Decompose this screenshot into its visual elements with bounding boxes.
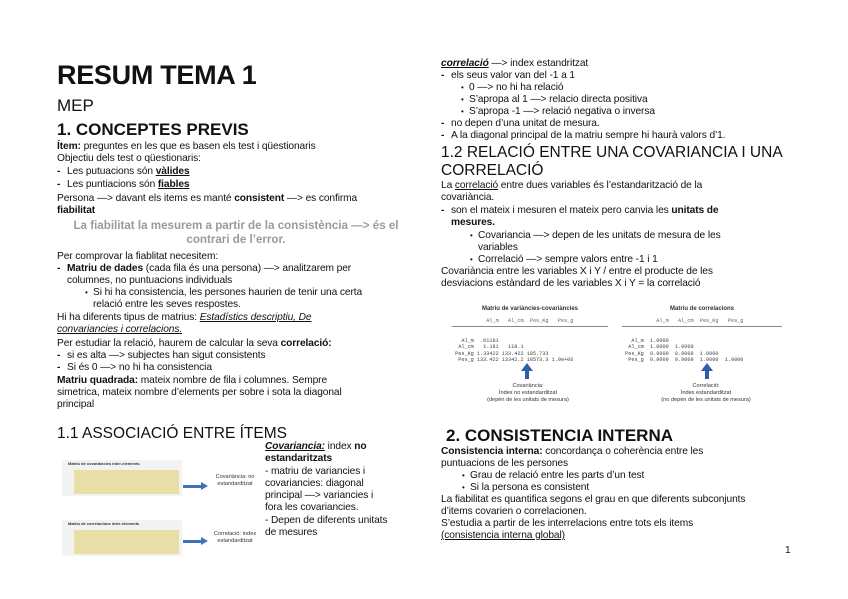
fig2-title: Matriu de correlacions bbox=[669, 306, 735, 312]
fiables-word: fiables bbox=[157, 179, 190, 190]
fiabilitat-word: fiabilitat bbox=[57, 205, 96, 216]
matrix-row: Pes_g 0.9009 0.9009 1.0000 1.0000 bbox=[622, 356, 744, 363]
cov-l2: covariancies: diagonal bbox=[265, 478, 364, 489]
p5: Covariància entre les variables X i Y / entre el producte de les bbox=[441, 266, 713, 277]
tipus-link[interactable]: Estadístics descriptiu, De bbox=[199, 312, 312, 323]
r4: • S’apropa -1 —> relació negativa o inversa bbox=[469, 106, 655, 118]
r3: • S’apropa al 1 —> relacio directa positiva bbox=[469, 94, 648, 106]
caption-cov: Covariància: Índex no estandarditzat (depèn de les unitats de mesura) bbox=[487, 383, 569, 403]
ci-def-2: puntuacions de les persones bbox=[441, 458, 568, 469]
p4: • Correlació —> sempre valors entre -1 i 1 bbox=[478, 254, 658, 266]
fig1-title: Matriu de variàncies-covariàncies bbox=[481, 306, 579, 312]
fig2-header-row: Al_m Al_cm Pes_Kg Pes_g bbox=[622, 318, 744, 324]
p2-b2: mesures. bbox=[451, 217, 495, 228]
arrow-cov bbox=[183, 485, 203, 488]
p1-2: covariància. bbox=[441, 192, 495, 203]
figure-correlation-mini bbox=[62, 520, 182, 556]
fig1-rows bbox=[452, 338, 573, 363]
quadrada-line2: simetrica, mateix nombre d’elements per sobre i sota la diagonal bbox=[57, 387, 342, 398]
sub-bullet-consist: • Si hi ha consistencia, les persones haurien de tenir una certa bbox=[93, 287, 362, 299]
cor-cells bbox=[74, 530, 179, 554]
quote-fiabilitat: La fiabilitat la mesurem a partir de la consistència —> és el contrari de l’error. bbox=[73, 219, 399, 246]
persona-text: Persona —> davant els items es manté consistent —> es confirma bbox=[57, 193, 358, 204]
cov-l1: - matriu de variancies i bbox=[265, 466, 366, 477]
p1: La correlació entre dues variables és l’estandarització de la bbox=[441, 180, 703, 191]
matrix-row: Al_cm 1.0000 1.0000 bbox=[622, 344, 744, 351]
matrix-row: Al_cm 1.181 118.1 bbox=[452, 344, 574, 351]
cov-l5: - Depen de diferents unitats bbox=[265, 515, 388, 526]
valides-word: vàlides bbox=[155, 166, 190, 177]
bullet-valides: - Les putuacions són vàlides bbox=[67, 166, 190, 178]
matrix-row: Pes_Kg 1.33422 133.422 185.733 bbox=[452, 350, 574, 357]
item-label: Ítem: bbox=[57, 141, 81, 152]
r6: - A la diagonal principal de la matriu sempre hi haurà valors d’1. bbox=[451, 130, 725, 142]
estudiar-text: Per estudiar la relació, haurem de calcular la seva correlació: bbox=[57, 338, 332, 349]
section-heading-2: 2. CONSISTENCIA INTERNA bbox=[446, 426, 674, 445]
matrix-row: Al_m 1.0000 bbox=[622, 338, 744, 344]
page-number: 1 bbox=[785, 545, 791, 556]
arrow-cor bbox=[183, 540, 203, 543]
section-heading-1-2b: CORRELACIÓ bbox=[441, 162, 544, 179]
bullet-matriu: - Matriu de dades (cada fila és una persona) —> analitzarem per bbox=[67, 263, 351, 275]
p3b: variables bbox=[478, 242, 518, 253]
matrix-row: Al_m .01181 bbox=[452, 338, 574, 344]
ci-6: (consistencia interna global) bbox=[441, 530, 565, 541]
r5: - no depen d’una unitat de mesura. bbox=[451, 118, 600, 130]
fig-cov-label: Covariància: no estandarditzat bbox=[215, 474, 255, 487]
r2: • 0 —> no hi ha relació bbox=[469, 82, 563, 94]
tipus-link-2[interactable]: convariancies i correlacions. bbox=[57, 324, 183, 335]
section-heading-1-1: 1.1 ASSOCIACIÓ ENTRE ÍTEMS bbox=[57, 425, 287, 442]
ci-1: • Grau de relació entre les parts d’un test bbox=[470, 470, 644, 482]
cov-l6: de mesures bbox=[265, 527, 318, 538]
arrow-up-cor bbox=[705, 370, 709, 379]
fig2-rows bbox=[622, 338, 743, 363]
ci-5: S’estudia a partir de les interrelacions entre tots els items bbox=[441, 518, 694, 529]
matriu-line2: columnes, no puntuacions individuals bbox=[67, 275, 233, 286]
cov-b2: estandaritzats bbox=[265, 453, 333, 464]
bullet-fiables: - Les puntiacions són fiables bbox=[67, 179, 189, 191]
cov-l4: fora les covariancies. bbox=[265, 502, 359, 513]
item-definition bbox=[57, 141, 316, 153]
matrix-row: Pes_Kg 0.9009 0.9009 1.0000 bbox=[622, 350, 744, 357]
ci-4: d’items covarien o correlacionen. bbox=[441, 506, 587, 517]
objective-text: Objectiu dels test o qüestionaris: bbox=[57, 153, 201, 164]
r1: - els seus valor van del -1 a 1 bbox=[451, 70, 575, 82]
subtitle: MEP bbox=[57, 96, 94, 115]
ci-def: Consistencia interna: concordança o coherència entre les bbox=[441, 446, 704, 457]
quadrada-text: Matriu quadrada: mateix nombre de fila i columnes. Sempre bbox=[57, 375, 328, 386]
bullet-alta: - si es alta —> subjectes han sigut consistents bbox=[67, 350, 266, 362]
caption-cor: Correlació: Índex estandarditzat (no depèn de les unitats de mesura) bbox=[661, 383, 751, 403]
fig2-rule bbox=[622, 326, 782, 327]
bullet-zero: - Si és 0 —> no hi ha consistencia bbox=[67, 362, 212, 374]
p3: • Covariancia —> depen de les unitats de mesura de les bbox=[478, 230, 721, 242]
ci-3: La fiabilitat es quantifica segons el grau en que diferents subconjunts bbox=[441, 494, 746, 505]
covariancia-block: Covariancia: index no bbox=[265, 441, 367, 452]
ci-2: • Si la persona es consistent bbox=[470, 482, 589, 494]
fig-cor-title: Matriu de correlacions inter-elements bbox=[68, 521, 140, 526]
section-heading-1-2a: 1.2 RELACIÓ ENTRE UNA COVARIANCIA I UNA bbox=[441, 144, 783, 161]
cov-cells bbox=[74, 470, 179, 494]
arrow-up-cov bbox=[525, 370, 529, 379]
section-heading-1: 1. CONCEPTES PREVIS bbox=[57, 120, 249, 139]
tipus-text: Hi ha diferents tipus de matrius: Estadístics descriptiu, De bbox=[57, 312, 312, 323]
fig1-rule bbox=[452, 326, 608, 327]
quadrada-line3: principal bbox=[57, 399, 95, 410]
cov-l3: principal —> variancies i bbox=[265, 490, 374, 501]
comprovar-text: Per comprovar la fiablitat necesitem: bbox=[57, 251, 219, 262]
item-text: preguntes en les que es basen els test i qüestionaris bbox=[80, 141, 316, 152]
correlacio-line: correlació —> index estandritzat bbox=[441, 58, 589, 69]
fig-cor-label: Correlació: índex estandarditzat bbox=[213, 531, 257, 544]
fig1-header-row: Al_m Al_cm Pes_Kg Pes_g bbox=[452, 318, 574, 324]
p2: - son el mateix i mesuren el mateix pero canvia les unitats de bbox=[451, 205, 718, 217]
p5b: desviacions estàndard de les variables X i Y = la correlació bbox=[441, 278, 701, 289]
page-title: RESUM TEMA 1 bbox=[57, 60, 257, 90]
fig-cov-title: Matriu de covariàncies inter-elements bbox=[68, 461, 140, 466]
figure-covariance-mini bbox=[62, 460, 182, 496]
consist-line2: relació entre les seves respostes. bbox=[93, 299, 241, 310]
matrix-row: Pes_g 133.422 13342.2 18573.3 1.9e+06 bbox=[452, 356, 574, 363]
